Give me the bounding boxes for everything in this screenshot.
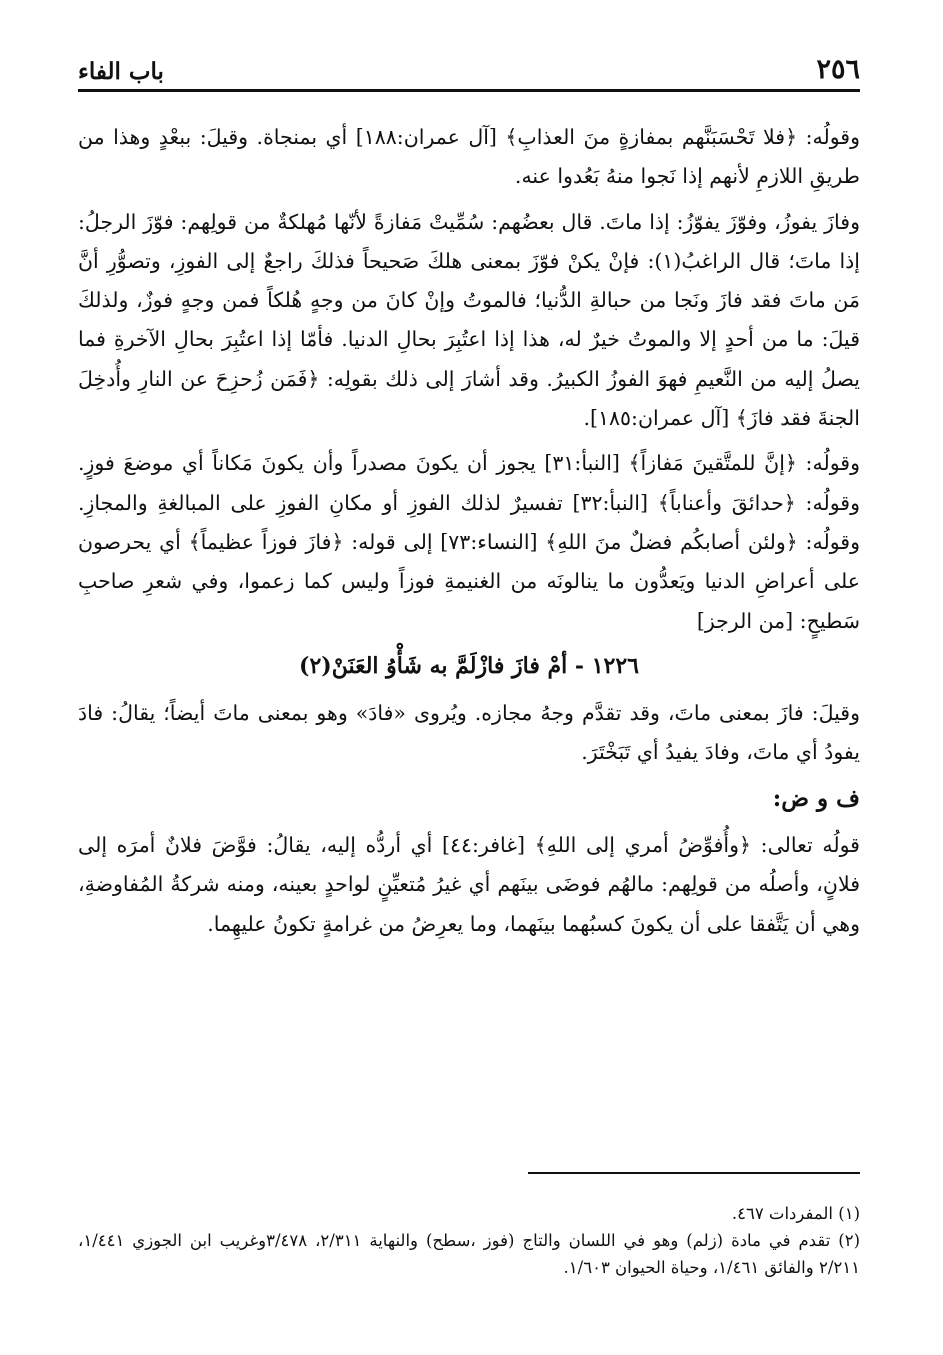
paragraph-1: وقولُه: ﴿فلا تَحْسَبَنَّهم بمفازةٍ منَ العذابِ﴾ [آل عمران:١٨٨] أي بمنجاة. وقيلَ: ببعْدٍ وهذا من طريقِ اللازمِ لأنهم إذا نَجوا منهُ بَعُدوا عنه. [78,125,860,189]
footnote-2: (٢) تقدم في مادة (زلم) وهو في اللسان والتاج (فوز ،سطح) والنهاية ٢/٣١١، ٣/٤٧٨وغريب ابن الجوزي ١/٤٤١، ٢/٢١١ والفائق ١/٤٦١، وحياة الحيوان ١/٦٠٣. [78,1231,860,1277]
footnotes [78,1200,860,1281]
paragraph-3: وقولُه: ﴿إنَّ للمتَّقينَ مَفازاً﴾ [النبأ:٣١] يجوز أن يكونَ مصدراً وأن يكونَ مَكاناً أي موضعَ فوزٍ. وقولُه: ﴿حدائقَ وأعناباً﴾ [النبأ:٣٢] تفسيرٌ لذلك الفوزِ أو مكانِ الفوزِ على المبالغةِ والمجازِ. وقولُه: ﴿ولئن أصابكُم فضلٌ منَ اللهِ﴾ [النساء:٧٣] إلى قوله: ﴿فازَ فوزاً عظيماً﴾ أي يحرصون على أعراضِ الدنيا ويَعدُّون ما ينالونَه من الغنيمةِ فوزاً وليس كما زعموا، وفي شعرِ صاحبِ سَطيحٍ: [من الرجز] [78,451,860,633]
running-title: باب الفاء [78,58,164,85]
page-header [78,52,860,92]
footnote-divider [528,1172,860,1174]
page-number: ٢٥٦ [816,54,860,85]
main-text [78,118,860,950]
verse-citation: ١٢٢٦ - أمْ فازَ فازْلَمَّ به شَأْوُ العَنَنْ(٢) [299,652,639,679]
footnote-1: (١) المفردات ٤٦٧. [731,1204,860,1223]
section-heading: ف و ض: [772,784,860,812]
paragraph-4: وقيلَ: فازَ بمعنى ماتَ، وقد تقدَّم وجهُ مجازه. ويُروى «فادَ» وهو بمعنى ماتَ أيضاً؛ يقالُ: فادَ يفودُ أي ماتَ، وفادَ يفيدُ أي تَبَخْتَرَ. [78,701,860,765]
paragraph-5: قولُه تعالى: ﴿وأُفوِّضُ أمري إلى اللهِ﴾ [غافر:٤٤] أي أردُّه إليه، يقالُ: فوَّضَ فلانٌ أمرَه إلى فلانٍ، وأصلُه من قولِهم: مالهُم فوضَى بينَهم أي غيرُ مُتعيِّنٍ لواحدٍ بعينه، ومنه شركةُ المُفاوضةِ، وهي أن يَتَّفقا على أن يكونَ كسبُهما بينَهما، وما يعرِضُ من غرامةٍ تكونُ عليهِما. [78,833,861,936]
paragraph-2: وفازَ يفوزُ، وفوّزَ يفوّزُ: إذا ماتَ. قال بعضُهم: سُمِّيتْ مَفازةً لأنّها مُهلكةٌ من قولِهم: فوّزَ الرجلُ: إذا ماتَ؛ قال الراغبُ(١): فإنْ يكنْ فوّزَ بمعنى هلكَ صَحيحاً فذلكَ راجعٌ إلى الفوزِ، وتصوُّرِ أنَّ مَن ماتَ فقد فازَ ونَجا من حبالةِ الدُّنيا؛ فالموتُ وإنْ كانَ من وجهٍ هُلكاً فمن وجهٍ فوزٌ، ولذلكَ قيلَ: ما من أحدٍ إلا والموتُ خيرٌ له، هذا إذا اعتُبِرَ بحالِ الدنيا. فأمّا إذا اعتُبِرَ بحالِ الآخرةِ فما يصلُ إليه من النَّعيمِ فهوَ الفوزُ الكبيرُ. وقد أشارَ إلى ذلك بقولِه: ﴿فَمَن زُحزِحَ عن النارِ وأُدخِلَ الجنةَ فقد فازَ﴾ [آل عمران:١٨٥]. [78,209,860,431]
